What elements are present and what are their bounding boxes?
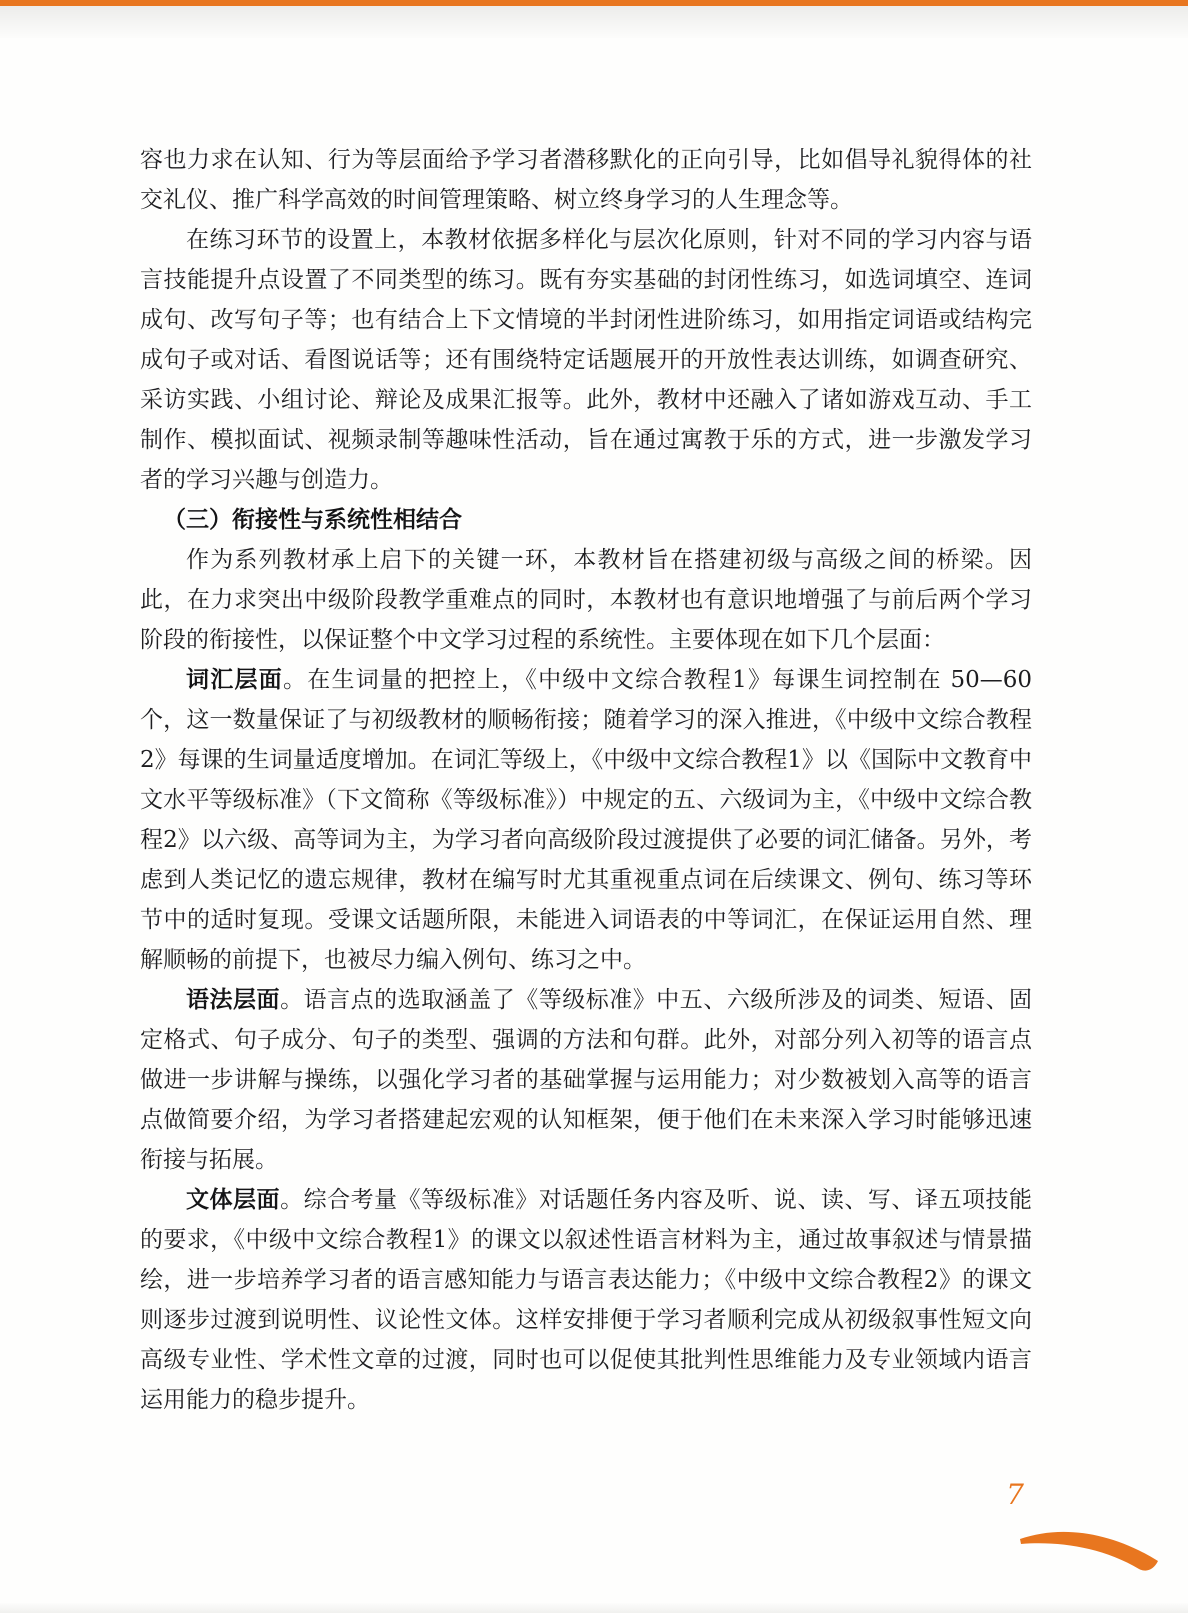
scan-shadow-bottom: [0, 1603, 1188, 1613]
paragraph-exercises: 在练习环节的设置上，本教材依据多样化与层次化原则，针对不同的学习内容与语言技能提升点设置了不同类型的练习。既有夯实基础的封闭性练习，如选词填空、连词成句、改写句子等；也有结合上下文情境的半封闭性进阶练习，如用指定词语或结构完成句子或对话、看图说话等；还有围绕特定话题展开的开放性表达训练，如调查研究、采访实践、小组讨论、辩论及成果汇报等。此外，教材中还融入了诸如游戏互动、手工制作、模拟面试、视频录制等趣味性活动，旨在通过寓教于乐的方式，进一步激发学习者的学习兴趣与创造力。: [140, 227, 1032, 493]
paragraph-lead-style: 文体层面: [186, 1187, 281, 1213]
paragraph-text-vocabulary: 。在生词量的把控上，《中级中文综合教程1》每课生词控制在 50—60 个，这一数量保证了与初级教材的顺畅衔接；随着学习的深入推进，《中级中文综合教程2》每课的生词量适度增加。在词汇等级上，《中级中文综合教程1》以《国际中文教育中文水平等级标准》（下文简称《等级标准》）中规定的五、六级词为主，《中级中文综合教程2》以六级、高等词为主，为学习者向高级阶段过渡提供了必要的词汇储备。另外，考虑到人类记忆的遗忘规律，教材在编写时尤其重视重点词在后续课文、例句、练习等环节中的适时复现。受课文话题所限，未能进入词语表的中等词汇，在保证运用自然、理解顺畅的前提下，也被尽力编入例句、练习之中。: [140, 667, 1033, 973]
paragraph-text-grammar: 。语言点的选取涵盖了《等级标准》中五、六级所涉及的词类、短语、固定格式、句子成分、句子的类型、强调的方法和句群。此外，对部分列入初等的语言点做进一步讲解与操练，以强化学习者的基础掌握与运用能力；对少数被划入高等的语言点做简要介绍，为学习者搭建起宏观的认知框架，便于他们在未来深入学习时能够迅速衔接与拓展。: [140, 987, 1033, 1173]
paragraph-lead-grammar: 语法层面: [186, 987, 281, 1013]
corner-swoosh-decoration: [1018, 1523, 1160, 1575]
page-number: 7: [1006, 1478, 1024, 1511]
paragraph-style-level: [140, 1180, 1032, 1420]
paragraph-text-style: 。综合考量《等级标准》对话题任务内容及听、说、读、写、译五项技能的要求，《中级中文综合教程1》的课文以叙述性语言材料为主，通过故事叙述与情景描绘，进一步培养学习者的语言感知能力与语言表达能力；《中级中文综合教程2》的课文则逐步过渡到说明性、议论性文体。这样安排便于学习者顺利完成从初级叙事性短文向高级专业性、学术性文章的过渡，同时也可以促使其批判性思维能力及专业领域内语言运用能力的稳步提升。: [140, 1187, 1033, 1413]
scan-shadow-top: [0, 6, 1188, 38]
paragraph-lead-vocabulary: 词汇层面: [186, 667, 283, 693]
paragraph-grammar-level: [140, 980, 1032, 1180]
paragraph-vocabulary-level: [140, 660, 1032, 980]
paragraph-continuation: 容也力求在认知、行为等层面给予学习者潜移默化的正向引导，比如倡导礼貌得体的社交礼仪、推广科学高效的时间管理策略、树立终身学习的人生理念等。: [140, 147, 1032, 213]
section-heading: （三）衔接性与系统性相结合: [163, 507, 462, 533]
paragraph-bridge: 作为系列教材承上启下的关键一环，本教材旨在搭建初级与高级之间的桥梁。因此，在力求突出中级阶段教学重难点的同时，本教材也有意识地增强了与前后两个学习阶段的衔接性，以保证整个中文学习过程的系统性。主要体现在如下几个层面：: [140, 547, 1032, 653]
page-content: [140, 140, 1032, 1420]
